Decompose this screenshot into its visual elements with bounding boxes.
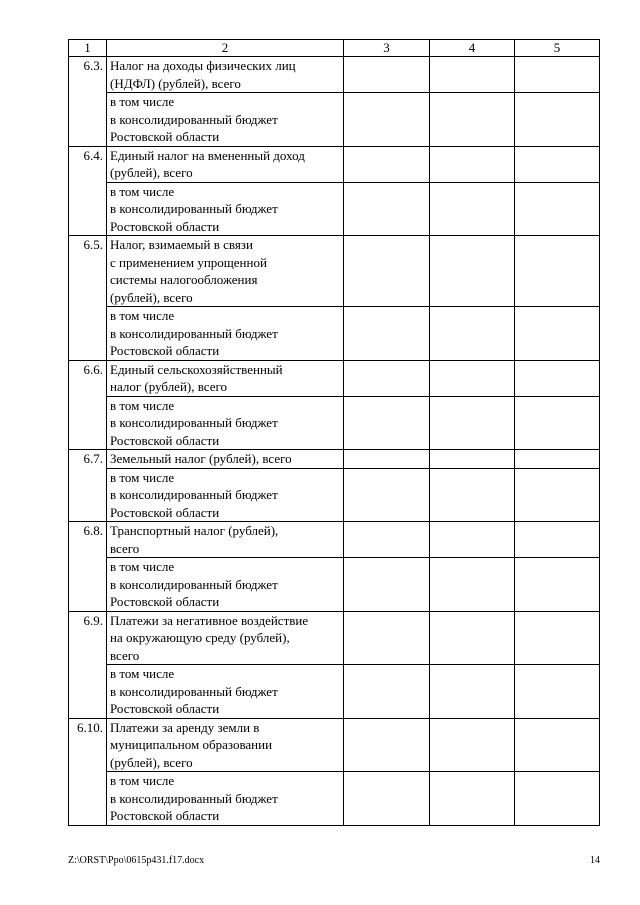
subtotal-name-cell [107,558,344,612]
page-number: 14 [590,855,600,866]
subtotal-name-cell [107,182,344,236]
value-cell-col5 [515,450,600,469]
row-number: 6.8. [69,522,107,612]
indicator-name-cell [107,360,344,396]
file-path: Z:\ORST\Ppo\0615p431.f17.docx [68,855,205,866]
value-cell-col4 [430,93,515,147]
indicator-name-cell [107,146,344,182]
indicator-name: Земельный налог (рублей), всего [110,451,292,466]
row-number: 6.4. [69,146,107,236]
subtotal-name-cell [107,468,344,522]
row-number: 6.3. [69,57,107,147]
indicator-name: Налог на доходы физических лиц (НДФЛ) (рублей), всего [110,58,296,91]
table-row-subtotal [69,772,600,826]
table-body [69,40,600,826]
table-row-total [69,57,600,93]
value-cell-col4 [430,236,515,307]
value-cell-col4 [430,57,515,93]
value-cell-col3 [344,450,430,469]
value-cell-col3 [344,57,430,93]
column-header-1: 1 [69,40,107,57]
subtotal-name-cell [107,93,344,147]
indicator-name: Налог, взимаемый в связи с применением упрощенной системы налогообложения (рублей), всего [110,237,267,305]
value-cell-col5 [515,611,600,665]
value-cell-col3 [344,772,430,826]
table-row-total [69,450,600,469]
value-cell-col3 [344,182,430,236]
indicator-name-cell [107,236,344,307]
column-header-2: 2 [107,40,344,57]
subtotal-name: в том числе в консолидированный бюджет Ростовской области [110,469,278,520]
indicator-name: Единый налог на вмененный доход (рублей), всего [110,147,305,180]
header-row [69,40,600,57]
value-cell-col5 [515,360,600,396]
value-cell-col5 [515,182,600,236]
value-cell-col5 [515,57,600,93]
value-cell-col4 [430,360,515,396]
value-cell-col5 [515,522,600,558]
table-row-total [69,146,600,182]
value-cell-col3 [344,665,430,719]
value-cell-col5 [515,146,600,182]
row-number: 6.9. [69,611,107,718]
value-cell-col4 [430,772,515,826]
value-cell-col4 [430,450,515,469]
indicator-name-cell [107,718,344,772]
table-row-subtotal [69,468,600,522]
value-cell-col5 [515,236,600,307]
value-cell-col4 [430,611,515,665]
value-cell-col5 [515,93,600,147]
subtotal-name: в том числе в консолидированный бюджет Ростовской области [110,183,278,234]
table-row-subtotal [69,396,600,450]
subtotal-name: в том числе в консолидированный бюджет Ростовской области [110,397,278,448]
value-cell-col3 [344,307,430,361]
value-cell-col3 [344,522,430,558]
value-cell-col4 [430,522,515,558]
table-row-total [69,718,600,772]
table-row-total [69,236,600,307]
indicator-name-cell [107,57,344,93]
value-cell-col4 [430,718,515,772]
table-row-total [69,360,600,396]
subtotal-name-cell [107,665,344,719]
value-cell-col3 [344,396,430,450]
value-cell-col4 [430,182,515,236]
value-cell-col5 [515,772,600,826]
value-cell-col4 [430,146,515,182]
value-cell-col3 [344,236,430,307]
subtotal-name: в том числе в консолидированный бюджет Ростовской области [110,773,278,823]
value-cell-col3 [344,718,430,772]
value-cell-col4 [430,558,515,612]
indicator-name-cell [107,611,344,665]
subtotal-name-cell [107,307,344,361]
indicator-name: Единый сельскохозяйственный налог (рублей), всего [110,361,283,394]
column-header-3: 3 [344,40,430,57]
value-cell-col5 [515,468,600,522]
table-row-total [69,522,600,558]
subtotal-name: в том числе в консолидированный бюджет Ростовской области [110,308,278,358]
value-cell-col5 [515,558,600,612]
indicator-name-cell [107,450,344,469]
row-number: 6.7. [69,450,107,522]
row-number: 6.5. [69,236,107,361]
indicator-name: Платежи за негативное воздействие на окружающую среду (рублей), всего [110,612,309,663]
value-cell-col5 [515,396,600,450]
value-cell-col4 [430,307,515,361]
row-number: 6.6. [69,360,107,450]
value-cell-col4 [430,665,515,719]
table-row-subtotal [69,558,600,612]
value-cell-col3 [344,146,430,182]
tax-revenue-table [68,39,600,826]
value-cell-col5 [515,665,600,719]
subtotal-name: в том числе в консолидированный бюджет Ростовской области [110,94,278,144]
table-row-total [69,611,600,665]
value-cell-col5 [515,307,600,361]
table-row-subtotal [69,93,600,147]
subtotal-name-cell [107,396,344,450]
value-cell-col4 [430,396,515,450]
value-cell-col5 [515,718,600,772]
subtotal-name: в том числе в консолидированный бюджет Ростовской области [110,559,278,609]
indicator-name: Платежи за аренду земли в муниципальном образовании (рублей), всего [110,719,273,770]
table-row-subtotal [69,665,600,719]
row-number: 6.10. [69,718,107,825]
subtotal-name-cell [107,772,344,826]
subtotal-name: в том числе в консолидированный бюджет Ростовской области [110,666,278,716]
column-header-5: 5 [515,40,600,57]
indicator-name: Транспортный налог (рублей), всего [110,523,279,556]
table-row-subtotal [69,307,600,361]
value-cell-col4 [430,468,515,522]
value-cell-col3 [344,93,430,147]
column-header-4: 4 [430,40,515,57]
value-cell-col3 [344,360,430,396]
value-cell-col3 [344,558,430,612]
value-cell-col3 [344,468,430,522]
value-cell-col3 [344,611,430,665]
indicator-name-cell [107,522,344,558]
table-row-subtotal [69,182,600,236]
